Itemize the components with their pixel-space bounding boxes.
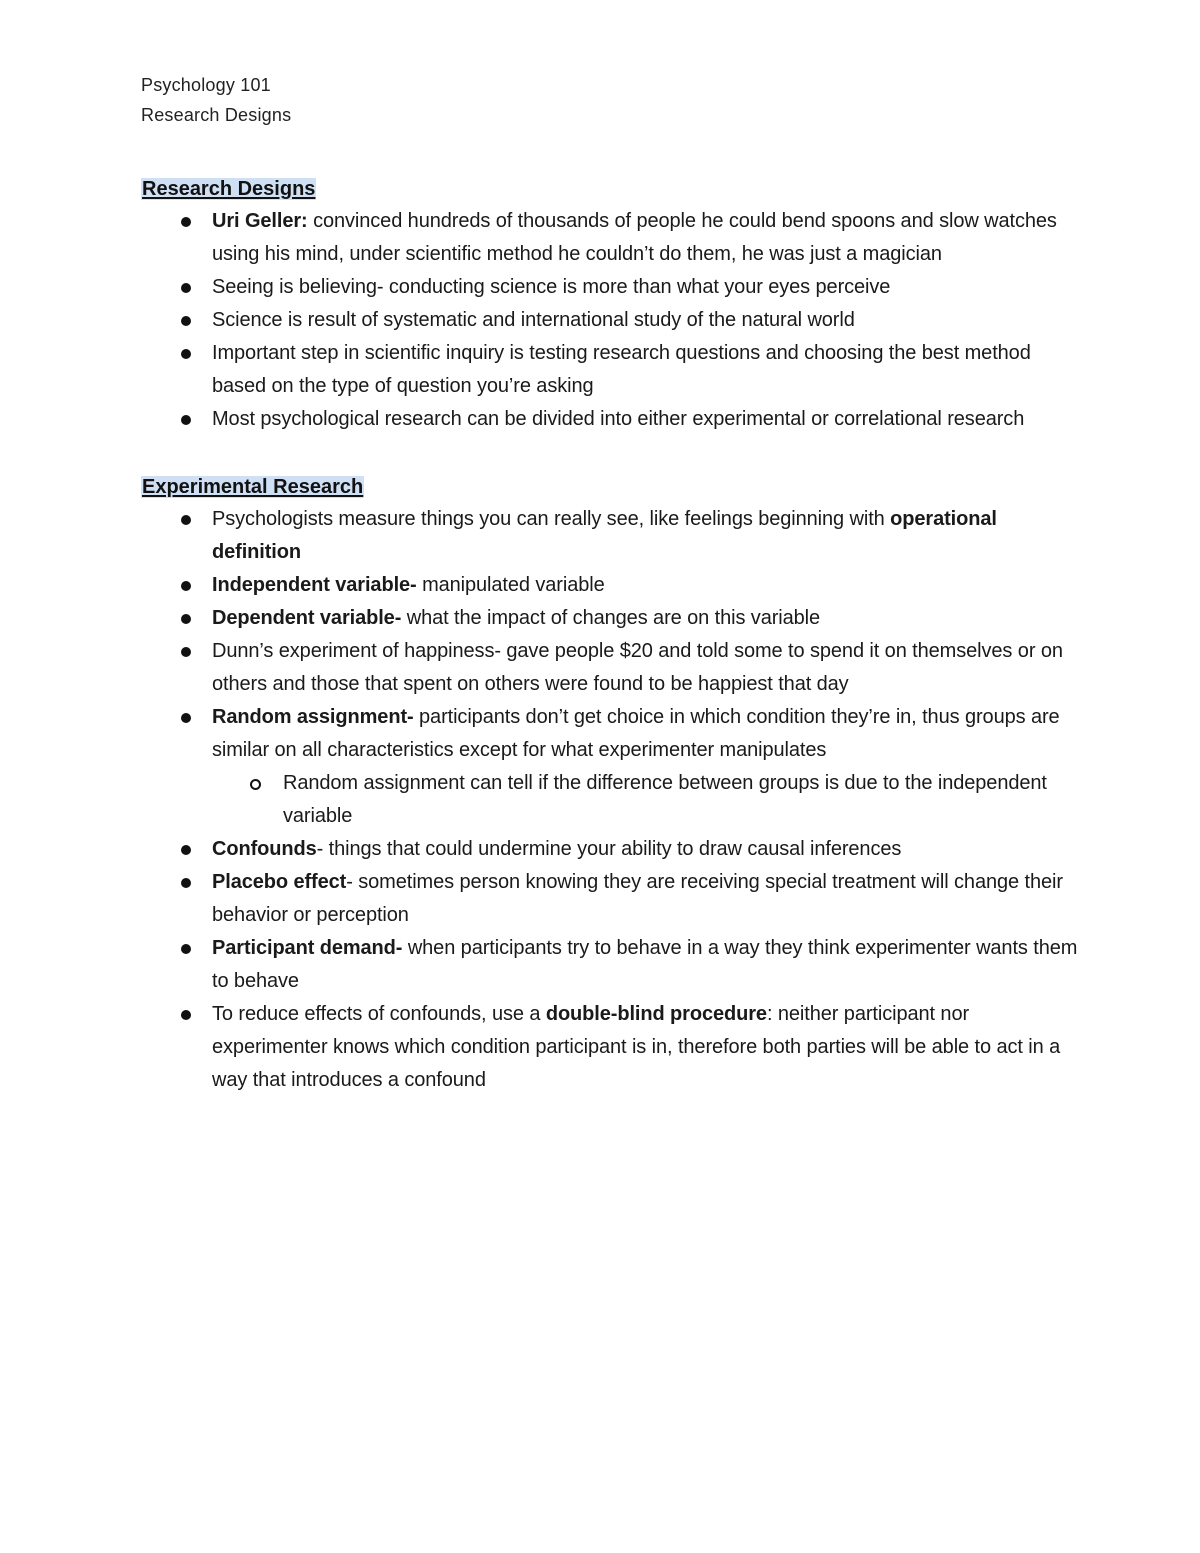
- term: Uri Geller:: [212, 210, 308, 232]
- bullet-icon: [181, 845, 191, 855]
- list-item: [141, 833, 1081, 866]
- list-item: [141, 205, 1081, 271]
- list-item: [141, 403, 1081, 436]
- term: operational definition: [212, 508, 997, 563]
- item-text: participants don’t get choice in which condition they’re in, thus groups are similar on all characteristics except for what experimenter manipulates: [212, 706, 1060, 761]
- sub-list-item: [212, 767, 1081, 833]
- bullet-icon: [181, 349, 191, 359]
- item-text: Most psychological research can be divided into either experimental or correlational research: [212, 408, 1025, 430]
- section-heading-experimental-research: [141, 472, 1081, 502]
- list-item: [141, 569, 1081, 602]
- section-heading-text: Experimental Research: [142, 476, 364, 498]
- bullet-icon: [181, 217, 191, 227]
- item-text: Dunn’s experiment of happiness- gave people $20 and told some to spend it on themselves or on others and those that spent on others were found to be happiest that day: [212, 640, 1063, 695]
- list-item: [141, 635, 1081, 701]
- item-text: - things that could undermine your ability to draw causal inferences: [316, 838, 902, 860]
- item-text: convinced hundreds of thousands of people he could bend spoons and slow watches using his mind, under scientific method he couldn’t do them, he was just a magician: [212, 210, 1057, 265]
- document-subtitle: Research Designs: [141, 105, 292, 125]
- list-item: [141, 337, 1081, 403]
- item-text: - sometimes person knowing they are receiving special treatment will change their behavior or perception: [212, 871, 1063, 926]
- term: Independent variable-: [212, 574, 417, 596]
- bullet-icon: [181, 944, 191, 954]
- bullet-icon: [181, 713, 191, 723]
- item-text: Science is result of systematic and international study of the natural world: [212, 309, 855, 331]
- term: Placebo effect: [212, 871, 347, 893]
- document-page: [141, 70, 1081, 1097]
- bullet-icon: [181, 581, 191, 591]
- bullet-list-experimental-research: [141, 503, 1081, 1097]
- term: Random assignment-: [212, 706, 414, 728]
- list-item: [141, 932, 1081, 998]
- course-title: Psychology 101: [141, 75, 271, 95]
- item-text: : neither participant nor experimenter knows which condition participant is in, therefore both parties will be able to act in a way that introduces a confound: [212, 1003, 1061, 1091]
- list-item: [141, 866, 1081, 932]
- item-text: Seeing is believing- conducting science is more than what your eyes perceive: [212, 276, 891, 298]
- list-item: [141, 998, 1081, 1097]
- item-text: Psychologists measure things you can really see, like feelings beginning with: [212, 508, 891, 530]
- item-text: what the impact of changes are on this variable: [401, 607, 821, 629]
- sub-list: [212, 767, 1081, 833]
- term: double-blind procedure: [545, 1003, 767, 1025]
- item-text: Important step in scientific inquiry is testing research questions and choosing the best method based on the type of question you’re asking: [212, 342, 1031, 397]
- bullet-icon: [181, 1010, 191, 1020]
- list-item: [141, 271, 1081, 304]
- term: Participant demand-: [212, 937, 403, 959]
- bullet-icon: [181, 614, 191, 624]
- bullet-icon: [181, 415, 191, 425]
- bullet-list-research-designs: [141, 205, 1081, 436]
- item-text: when participants try to behave in a way they think experimenter wants them to behave: [212, 937, 1078, 992]
- sub-item-text: Random assignment can tell if the difference between groups is due to the independent variable: [283, 772, 1047, 827]
- list-item: [141, 602, 1081, 635]
- term: Confounds: [212, 838, 317, 860]
- item-text: manipulated variable: [416, 574, 605, 596]
- hollow-bullet-icon: [250, 779, 261, 790]
- bullet-icon: [181, 316, 191, 326]
- bullet-icon: [181, 515, 191, 525]
- section-heading-text: Research Designs: [142, 178, 316, 200]
- bullet-icon: [181, 283, 191, 293]
- bullet-icon: [181, 647, 191, 657]
- list-item: [141, 701, 1081, 833]
- term: Dependent variable-: [212, 607, 402, 629]
- section-heading-research-designs: [141, 174, 1081, 204]
- list-item: [141, 304, 1081, 337]
- list-item: [141, 503, 1081, 569]
- item-text: To reduce effects of confounds, use a: [212, 1003, 546, 1025]
- bullet-icon: [181, 878, 191, 888]
